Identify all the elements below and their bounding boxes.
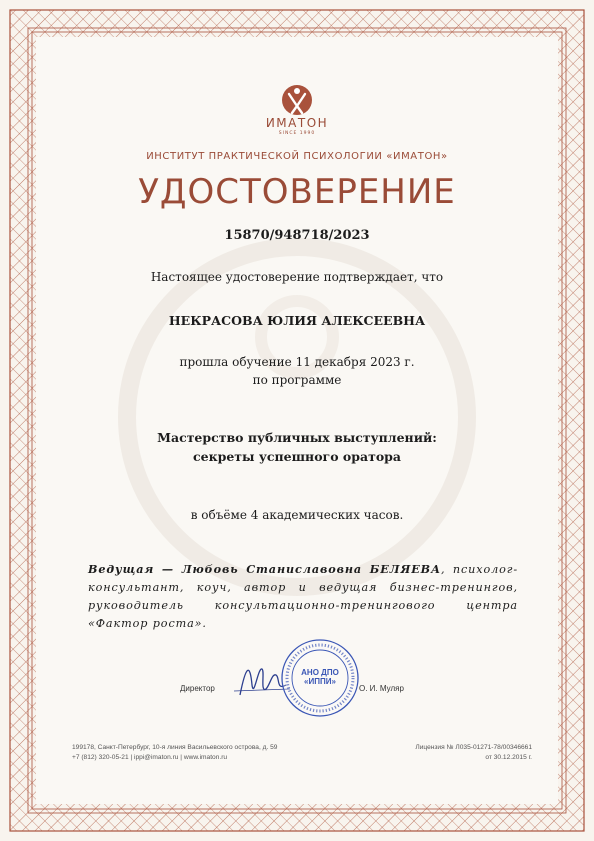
program-title-line1: Мастерство публичных выступлений: [157, 430, 437, 445]
lecturer-lead: Ведущая — Любовь Станиславовна БЕЛЯЕВА [88, 562, 442, 576]
director-title: Директор [180, 684, 215, 693]
director-name: О. И. Муляр [359, 684, 404, 693]
volume-text: в объёме 4 академических часов. [190, 508, 404, 522]
license-date: от 30.12.2015 г. [485, 754, 532, 761]
license-number: Лицензия № Л035-01271-78/00346661 [415, 744, 532, 751]
document-title: УДОСТОВЕРЕНИЕ [138, 172, 456, 212]
institute-name: ИНСТИТУТ ПРАКТИЧЕСКОЙ ПСИХОЛОГИИ «ИМАТОН» [146, 151, 448, 162]
lecturer-info [88, 560, 518, 633]
footer-phone-email-site: +7 (812) 320-05-21 | ippi@imaton.ru | www.imaton.ru [72, 754, 228, 761]
footer-contacts [72, 743, 277, 763]
official-stamp [280, 638, 360, 718]
completed-line: прошла обучение 11 декабря 2023 г. [179, 355, 415, 369]
logo-since: SINCE 1990 [278, 131, 316, 136]
footer-address: 199178, Санкт-Петербург, 10-я линия Васильевского острова, д. 59 [72, 744, 278, 751]
stamp-line2: «ИППИ» [304, 677, 336, 686]
stamp-line1: АНО ДПО [301, 668, 339, 677]
certificate-number: 15870/948718/2023 [224, 228, 370, 243]
person-name: НЕКРАСОВА ЮЛИЯ АЛЕКСЕЕВНА [168, 313, 426, 328]
program-title-line2: секреты успешного оратора [193, 449, 401, 464]
lecturer-details: , психолог-консультант, коуч, автор и ведущая бизнес-тренингов, руководитель консультационно-тренингового центра «Фактор роста». [88, 563, 519, 630]
footer-license [415, 743, 532, 763]
program-prefix: по программе [252, 373, 342, 387]
confirm-text: Настоящее удостоверение подтверждает, что [150, 270, 444, 284]
logo-wordmark: ИМАТОН [265, 116, 329, 130]
